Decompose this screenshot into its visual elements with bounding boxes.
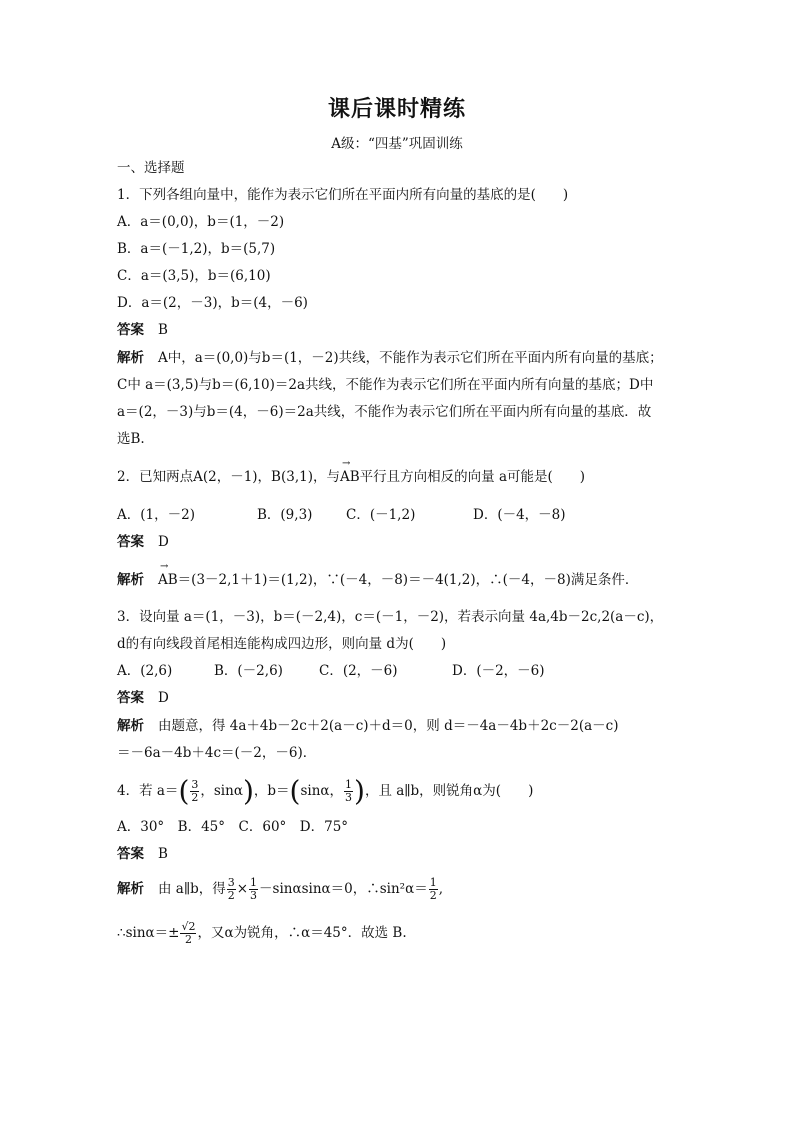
vector-ab: → AB [158, 571, 178, 589]
answer-label: 答案 [117, 534, 144, 550]
analysis-text: 由 a∥b，得 [158, 881, 226, 897]
q1-option-a: A．a＝(0,0)，b＝(1，－2) [117, 214, 285, 230]
numerator: 1 [345, 778, 353, 791]
analysis-text-2: －sinαsinα＝0，∴sin²α＝ [259, 881, 428, 897]
answer-value: B [158, 322, 168, 338]
answer-label: 答案 [117, 690, 144, 706]
fraction [180, 921, 196, 946]
q3-option-b: B．(－2,6) [214, 663, 283, 679]
analysis-label: 解析 [117, 718, 144, 734]
q1-analysis-line-4: 选B. [117, 431, 145, 447]
q4-stem-text-5: ，且 a∥b，则锐角α为( ) [364, 783, 534, 799]
open-paren: ( [178, 774, 190, 808]
numerator: 1 [250, 876, 258, 889]
q1-option-c: C．a＝(3,5)，b＝(6,10) [117, 268, 271, 284]
denominator: 3 [345, 791, 353, 804]
fraction [227, 877, 236, 902]
q4-stem-text: 4．若 a＝ [117, 783, 179, 799]
q2-stem-text: 2．已知两点A(2，－1)，B(3,1)，与 [117, 469, 340, 485]
answer-value: D [158, 690, 169, 706]
q3-option-a: A．(2,6) [117, 663, 173, 679]
close-paren: ) [354, 774, 365, 808]
denominator: 2 [227, 889, 235, 902]
q3-option-c: C．(2，－6) [319, 663, 398, 679]
fraction [249, 877, 258, 902]
q4-analysis-line-2 [117, 918, 407, 948]
analysis-text: 由题意，得 4a＋4b－2c＋2(a－c)＋d＝0，则 d＝－4a－4b＋2c－2(a－c) [158, 718, 619, 734]
open-paren: ( [289, 774, 301, 808]
q2-analysis [117, 571, 638, 589]
q1-option-d: D．a＝(2，－3)，b＝(4，－6) [117, 295, 308, 311]
answer-value: D [158, 534, 169, 550]
q3-analysis-line-1 [117, 717, 618, 735]
q3-stem-line-1: 3．设向量 a＝(1，－3)，b＝(－2,4)，c＝(－1，－2)，若表示向量 4a,4b－2c,2(a－c)， [117, 609, 664, 625]
q2-option-b: B．(9,3) [257, 507, 313, 523]
section-heading: 一、选择题 [117, 160, 185, 176]
page-subtitle: A级：“四基”巩固训练 [331, 136, 463, 152]
numerator: 3 [191, 778, 199, 791]
fraction [429, 877, 438, 902]
q4-stem-text-4: sinα， [300, 783, 344, 799]
denominator: 2 [184, 933, 192, 946]
times-sign: × [236, 881, 249, 897]
q1-analysis-line-2: C中 a＝(3,5)与b＝(6,10)＝2a共线，不能作为表示它们所在平面内所有向量的基底；D中 [117, 377, 654, 393]
numerator: √2 [181, 920, 196, 933]
q4-answer [117, 845, 168, 863]
denominator: 2 [191, 791, 199, 804]
close-paren: ) [242, 774, 254, 808]
q3-answer [117, 689, 169, 707]
q3-stem-line-2: d的有向线段首尾相连能构成四边形，则向量 d为( ) [117, 636, 447, 652]
page-title: 课后课时精练 [327, 96, 466, 122]
fraction [344, 779, 353, 804]
q2-option-d: D．(－4，－8) [473, 507, 566, 523]
numerator: 1 [429, 876, 437, 889]
answer-value: B [158, 846, 168, 862]
q2-stem [117, 468, 585, 486]
answer-label: 答案 [117, 846, 144, 862]
q4-options: A．30° B．45° C．60° D．75° [117, 819, 349, 835]
q3-analysis-line-2: ＝－6a－4b＋4c＝(－2，－6)． [117, 745, 317, 761]
numerator: 3 [227, 876, 235, 889]
q3-option-d: D．(－2，－6) [452, 663, 545, 679]
q4-stem-text-2: ，sinα [200, 783, 243, 799]
q2-option-c: C．(－1,2) [346, 507, 416, 523]
q2-stem-text-2: 平行且方向相反的向量 a可能是( ) [359, 469, 586, 485]
q4-stem-text-3: ，b＝ [253, 783, 290, 799]
q4-analysis-line-1 [117, 874, 443, 904]
analysis-text: ＝(3－2,1＋1)＝(1,2)，∵(－4，－8)＝－4(1,2)，∴(－4，－8)满足条件． [177, 572, 639, 588]
analysis-label: 解析 [117, 881, 144, 897]
q1-option-b: B．a＝(－1,2)，b＝(5,7) [117, 241, 276, 257]
q4-stem [117, 775, 533, 808]
analysis-label: 解析 [117, 350, 144, 366]
q1-analysis-line-1 [117, 349, 663, 367]
q2-answer [117, 533, 169, 551]
q1-stem: 1．下列各组向量中，能作为表示它们所在平面内所有向量的基底的是( ) [117, 187, 569, 203]
analysis-label: 解析 [117, 572, 144, 588]
denominator: 3 [250, 889, 258, 902]
analysis-text-3: , [438, 881, 443, 897]
q1-answer [117, 321, 168, 339]
denominator: 2 [429, 889, 437, 902]
fraction [190, 779, 199, 804]
analysis-text-2: ，又α为锐角，∴α＝45°．故选 B. [197, 925, 407, 941]
vector-ab: → AB [340, 468, 360, 486]
q2-option-a: A．(1，－2) [117, 507, 195, 523]
analysis-text: A中，a＝(0,0)与b＝(1，－2)共线，不能作为表示它们所在平面内所有向量的基底； [158, 350, 663, 366]
analysis-text: ∴sinα＝± [117, 925, 180, 941]
q1-analysis-line-3: a＝(2，－3)与b＝(4，－6)＝2a共线，不能作为表示它们所在平面内所有向量的基底．故 [117, 404, 652, 420]
answer-label: 答案 [117, 322, 144, 338]
